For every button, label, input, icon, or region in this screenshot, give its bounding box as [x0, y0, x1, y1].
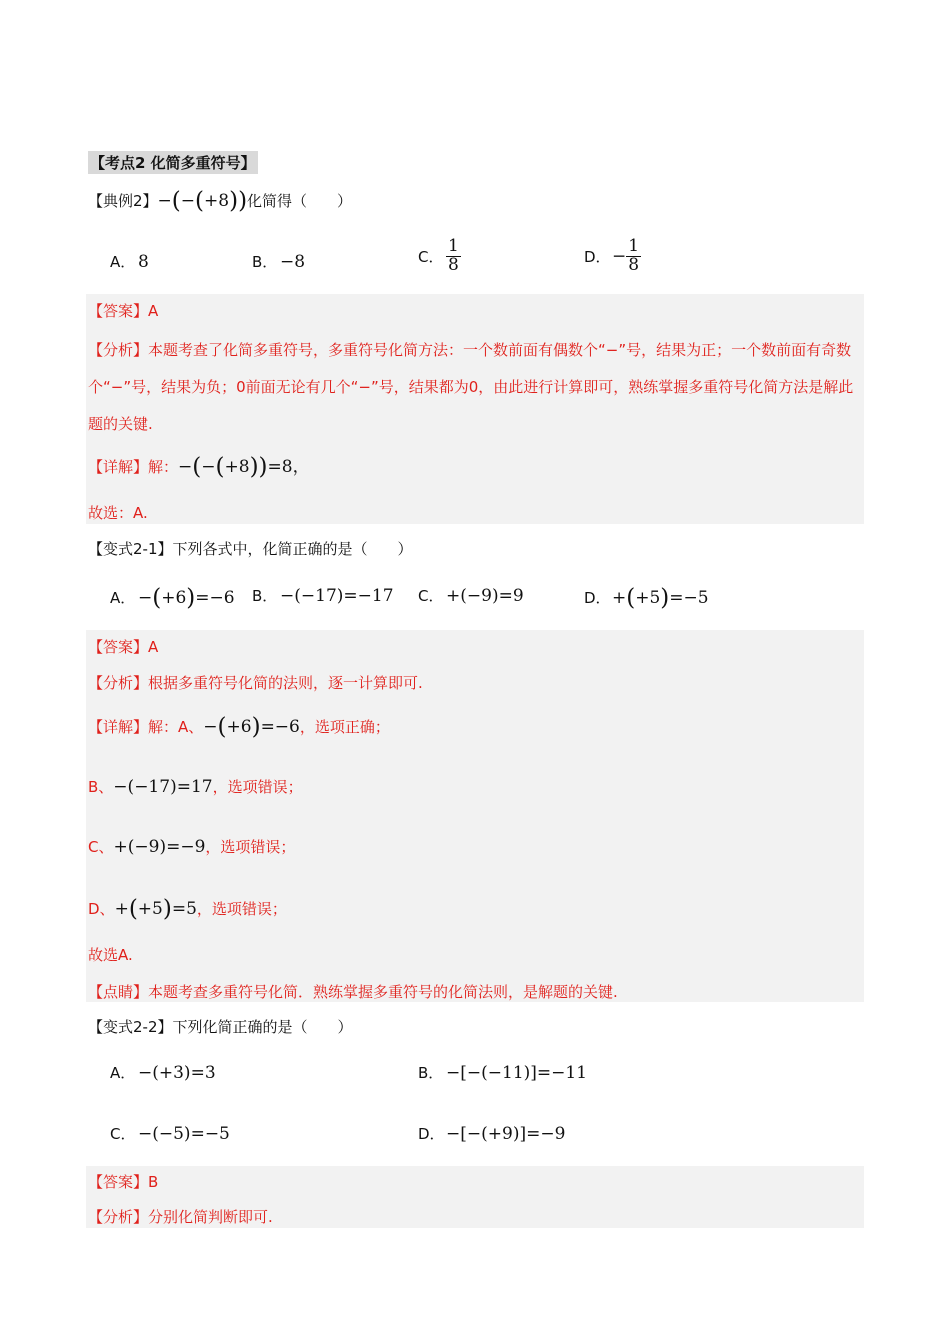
example2-option-a: A． 8: [110, 252, 149, 272]
variant2-2-analysis: 【分析】分别化简判断即可.: [88, 1208, 273, 1226]
example2-option-c: C． $\frac{1}{8}$: [418, 236, 459, 275]
example2-solution-panel: [86, 294, 864, 524]
variant2-1-answer: 【答案】A: [88, 638, 159, 656]
variant2-1-question: 【变式2-1】下列各式中，化简正确的是（ ）: [88, 540, 413, 558]
variant2-2-option-d: D．−[−(+9)]=−9: [418, 1124, 566, 1144]
example2-label: 【典例2】: [88, 192, 158, 210]
variant2-2-solution-panel: [86, 1166, 864, 1228]
fraction: $\frac{1}{8}$: [448, 236, 459, 275]
example2-conclusion: 故选：A.: [88, 504, 148, 522]
example2-question: [88, 188, 353, 214]
variant2-2-answer: 【答案】B: [88, 1173, 159, 1191]
example2-answer: 【答案】A: [88, 302, 159, 320]
example2-question-suffix: 化简得（ ）: [247, 192, 353, 210]
section-title: 【考点2 化简多重符号】: [88, 151, 258, 174]
example2-option-d: D．− $\frac{1}{8}$: [584, 236, 640, 275]
example2-detail: 【详解】解：−(−(+8))=8，: [88, 454, 310, 480]
fraction: $\frac{1}{8}$: [628, 236, 640, 275]
example2-expression: −(−(+8)): [157, 188, 248, 214]
variant2-1-analysis: 【分析】根据多重符号化简的法则，逐一计算即可.: [88, 674, 423, 692]
example2-option-b: B． −8: [252, 252, 306, 272]
variant2-2-question: 【变式2-2】下列化简正确的是（ ）: [88, 1018, 353, 1036]
variant2-1-comment: 【点睛】本题考查多重符号化简．熟练掌握多重符号的化简法则，是解题的关键.: [88, 983, 618, 1001]
variant2-1-detail-b: B、−(−17)=17，选项错误；: [88, 777, 303, 797]
variant2-1-detail-c: C、+(−9)=−9，选项错误；: [88, 837, 296, 857]
example2-analysis: 【分析】本题考查了化简多重符号，多重符号化简方法：一个数前面有偶数个“−”号，结果为正；一个数前面有奇数个“−”号，结果为负；0前面无论有几个“−”号，结果都为0，由此进行计算即可，熟练掌握多重符号化简方法是解此题的关键.: [88, 341, 854, 433]
variant2-1-detail-a: 【详解】解：A、−(+6)=−6，选项正确；: [88, 714, 390, 740]
variant2-1-option-c: C． +(−9)=9: [418, 586, 524, 606]
variant2-1-option-a: A． −(+6)=−6: [110, 585, 235, 611]
variant2-1-option-b: B． −(−17)=−17: [252, 586, 394, 606]
variant2-1-detail-d: D、+(+5)=5，选项错误；: [88, 896, 287, 922]
variant2-2-option-c: C． −(−5)=−5: [110, 1124, 230, 1144]
variant2-1-option-d: D．+(+5)=−5: [584, 585, 709, 611]
variant2-1-solution-panel: [86, 630, 864, 1002]
variant2-2-option-a: A． −(+3)=3: [110, 1063, 216, 1083]
variant2-2-option-b: B． −[−(−11)]=−11: [418, 1063, 588, 1083]
variant2-1-conclusion: 故选A.: [88, 946, 133, 964]
